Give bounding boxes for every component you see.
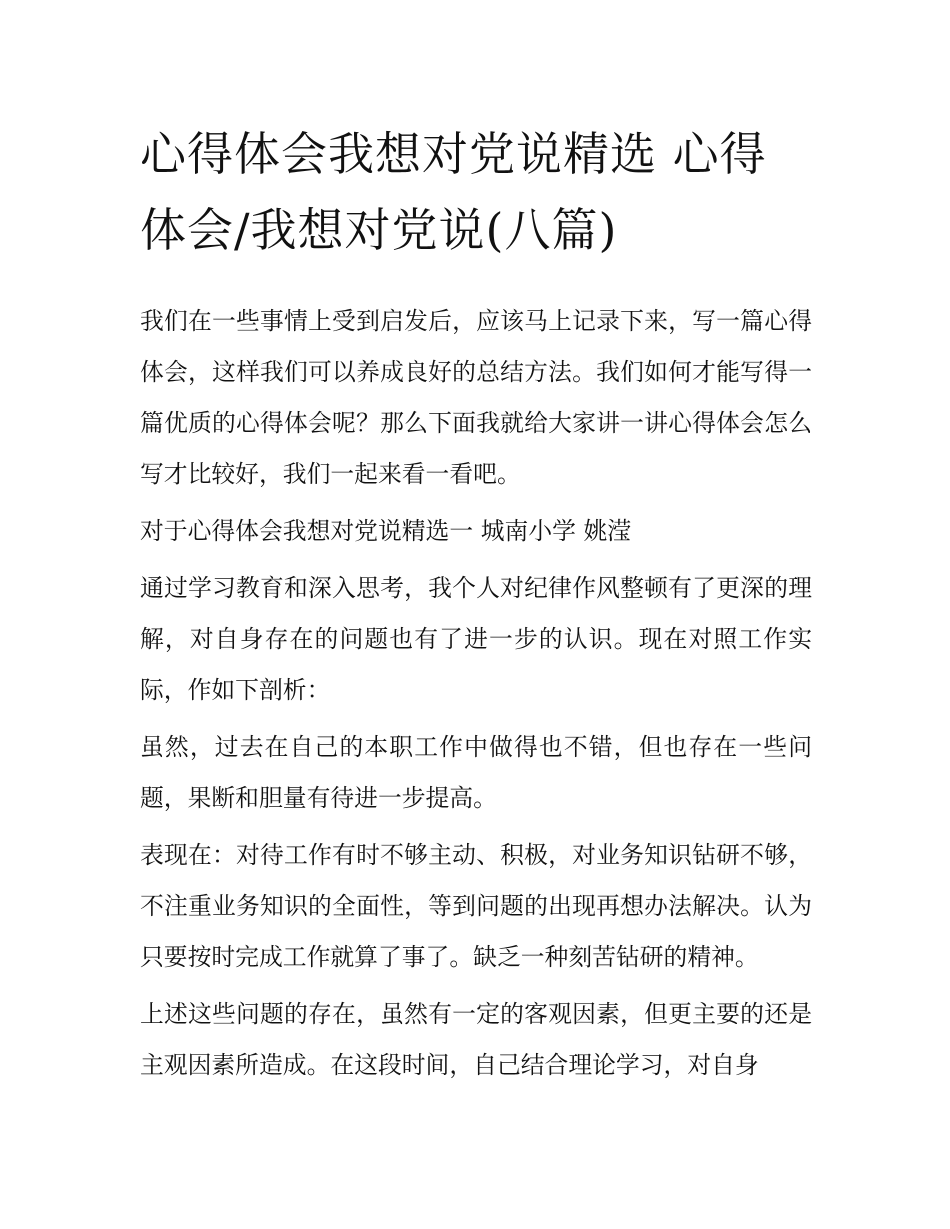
- paragraph-problem: 虽然，过去在自己的本职工作中做得也不错，但也存在一些问题，果断和胆量有待进一步提高。: [140, 733, 812, 812]
- paragraph-manifestation: 表现在：对待工作有时不够主动、积极，对业务知识钻研不够，不注重业务知识的全面性，等到问题的出现再想办法解决。认为只要按时完成工作就算了事了。缺乏一种刻苦钻研的精神。: [140, 841, 812, 971]
- paragraph-reflection: 通过学习教育和深入思考，我个人对纪律作风整顿有了更深的理解，对自身存在的问题也有了进一步的认识。现在对照工作实际，作如下剖析：: [140, 574, 812, 704]
- paragraph-intro: 我们在一些事情上受到启发后，应该马上记录下来，写一篇心得体会，这样我们可以养成良好的总结方法。我们如何才能写得一篇优质的心得体会呢？那么下面我就给大家讲一讲心得体会怎么写才比较好，我们一起来看一看吧。: [140, 307, 812, 488]
- document-title: 心得体会我想对党说精选 心得体会/我想对党说(八篇): [140, 127, 767, 257]
- document-page: [140, 116, 812, 1097]
- paragraph-section-heading: 对于心得体会我想对党说精选一 城南小学 姚滢: [140, 517, 632, 545]
- paragraph-causes: 上述这些问题的存在，虽然有一定的客观因素，但更主要的还是主观因素所造成。在这段时间，自己结合理论学习，对自身: [140, 1000, 812, 1079]
- document-body: [140, 296, 812, 1091]
